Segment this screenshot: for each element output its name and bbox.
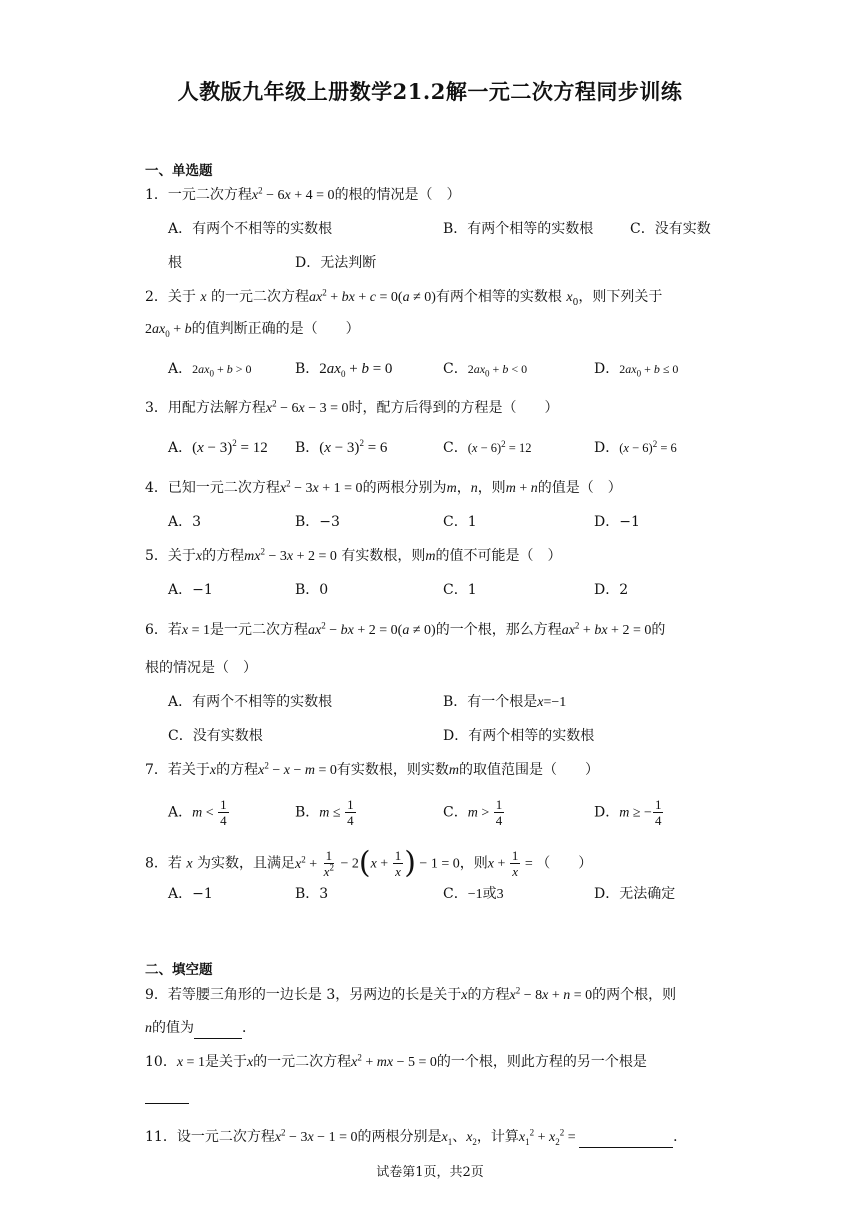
question-6-option-c[interactable]: C．没有实数根	[168, 728, 263, 744]
question-7-option-a[interactable]: A．m < $\frac{1}{4}$	[168, 797, 227, 828]
question-2-stem-line-1: 2．关于 x 的一元二次方程$ax^2$ + bx + c = 0(a ≠ 0)有两个相等的实数根 $x_0$，则下列关于	[145, 287, 663, 308]
question-5-option-d[interactable]: D．2	[594, 582, 629, 598]
question-1-option-d[interactable]: D．无法判断	[295, 255, 377, 271]
question-4-option-d[interactable]: D．−1	[594, 514, 640, 530]
question-3-option-a[interactable]: A．$(x - 3)^2 = 12$	[168, 438, 268, 456]
question-3-option-d[interactable]: D．$(x - 6)^2 = 6$	[594, 438, 677, 456]
question-6-stem-line-2: 根的情况是（ ）	[145, 660, 257, 676]
question-3-option-c[interactable]: C．$(x - 6)^2 = 12$	[443, 438, 532, 456]
section-heading-single-choice: 一、单选题	[145, 163, 213, 179]
question-6-option-a[interactable]: A．有两个不相等的实数根	[168, 694, 333, 710]
question-7-option-c[interactable]: C．m > $\frac{1}{4}$	[443, 797, 503, 828]
question-1-option-b[interactable]: B．有两个相等的实数根	[443, 221, 594, 237]
question-4-option-b[interactable]: B．−3	[295, 514, 340, 530]
question-8-option-c[interactable]: C．−1或3	[443, 886, 504, 902]
question-10-answer-line	[145, 1083, 189, 1104]
question-7-option-b[interactable]: B．m ≤ $\frac{1}{4}$	[295, 797, 354, 828]
question-3-option-b[interactable]: B．$(x - 3)^2 = 6$	[295, 438, 388, 456]
question-1-option-a[interactable]: A．有两个不相等的实数根	[168, 221, 333, 237]
question-4-option-c[interactable]: C．1	[443, 514, 477, 530]
question-5-option-b[interactable]: B．0	[295, 582, 329, 598]
question-1-stem: 1．一元二次方程$x^2 - 6x + 4 = 0$的根的情况是（ ）	[145, 185, 461, 203]
question-9-stem-line-1: 9．若等腰三角形的一边长是 3，另两边的长是关于x的方程$x^2 - 8x + n = 0$的两个根，则	[145, 985, 677, 1003]
question-3-stem: 3．用配方法解方程$x^2 - 6x - 3 = 0$时，配方后得到的方程是（ ）	[145, 398, 559, 416]
question-9-stem-line-2: n的值为 ．	[145, 1018, 256, 1039]
question-4-option-a[interactable]: A．3	[168, 514, 202, 530]
question-7-stem: 7．若关于x的方程$x^2 - x - m = 0$有实数根，则实数m的取值范围是（ ）	[145, 760, 600, 778]
question-5-option-a[interactable]: A．−1	[168, 582, 213, 598]
question-5-stem: 5．关于x的方程$mx^2 - 3x + 2 = 0$ 有实数根，则m的值不可能是（ ）	[145, 546, 562, 564]
question-6-option-b[interactable]: B．有一个根是x=−1	[443, 694, 567, 710]
question-8-option-a[interactable]: A．−1	[168, 886, 213, 902]
page-footer: 试卷第1页，共2页	[376, 1165, 484, 1180]
question-2-stem-line-2: $2ax_0 + b$的值判断正确的是（ ）	[145, 321, 360, 339]
question-2-option-b[interactable]: B．$2ax_0 + b = 0$	[295, 361, 393, 379]
question-11-stem: 11．设一元二次方程$x^2 - 3x - 1 = 0$的两根分别是$x_1$、$x_2$，计算$x_1^2 + x_2^2$ = ．	[145, 1127, 688, 1147]
question-7-option-d[interactable]: D．m ≥ − $\frac{1}{4}$	[594, 797, 662, 828]
question-2-option-a[interactable]: A．$2ax_0 + b > 0$	[168, 361, 252, 379]
answer-blank-q11[interactable]	[579, 1127, 673, 1148]
question-8-option-d[interactable]: D．无法确定	[594, 886, 676, 902]
page-title: 人教版九年级上册数学21.2解一元二次方程同步训练	[177, 79, 683, 104]
question-4-stem: 4．已知一元二次方程$x^2 - 3x + 1 = 0$的两根分别为m，n，则m + n的值是（ ）	[145, 478, 622, 496]
question-8-option-b[interactable]: B．3	[295, 886, 329, 902]
question-6-stem-line-1: 6．若x = 1是一元二次方程$ax^2$ − bx + 2 = 0(a ≠ 0)的一个根，那么方程$ax^2$ + bx + 2 = 0的	[145, 620, 666, 638]
question-5-option-c[interactable]: C．1	[443, 582, 477, 598]
question-2-option-c[interactable]: C．$2ax_0 + b < 0$	[443, 361, 528, 379]
section-heading-fill-blank: 二、填空题	[145, 962, 213, 978]
answer-blank-q9[interactable]	[194, 1018, 242, 1039]
question-8-stem: 8．若 x 为实数，且满足$x^2$ + $\frac{1}{x^2}$ − 2(x + $\frac{1}{x}$ ) − 1 = 0，则x + $\frac{1}{x}$ = （ ）	[145, 845, 593, 881]
answer-blank-q10[interactable]	[145, 1083, 189, 1104]
question-6-option-d[interactable]: D．有两个相等的实数根	[443, 728, 595, 744]
question-1-option-c[interactable]: C．没有实数	[630, 221, 711, 237]
question-1-option-c-continued: 根	[168, 255, 182, 271]
question-2-option-d[interactable]: D．$2ax_0 + b \le 0$	[594, 361, 679, 379]
question-10-stem: 10．x = 1是关于x的一元二次方程$x^2$ + mx − 5 = 0的一个根，则此方程的另一个根是	[145, 1052, 647, 1070]
